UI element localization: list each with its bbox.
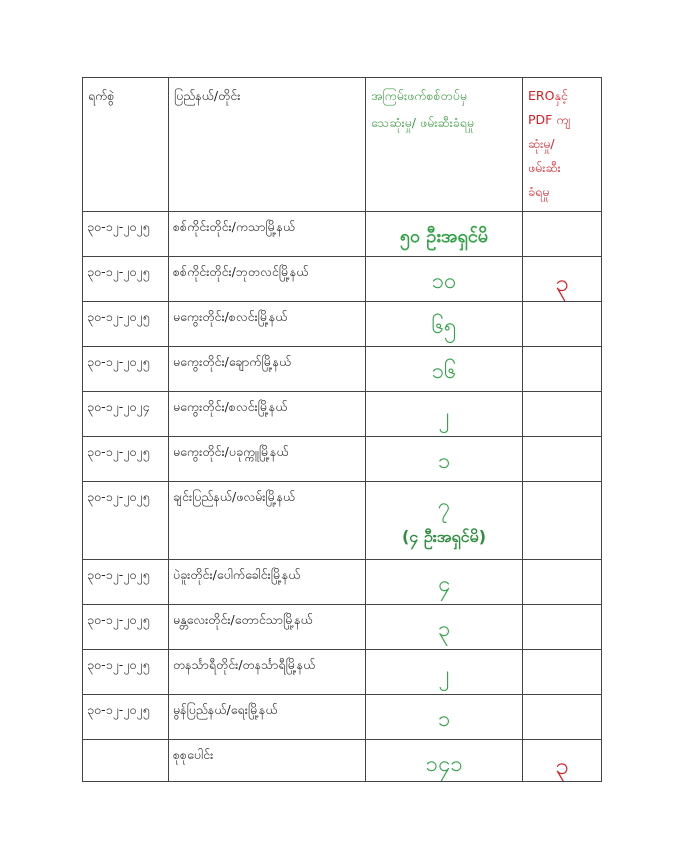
resistance-casualties-cell	[523, 347, 602, 392]
date-cell: ၃၀-၁၂-၂၀၂၅	[83, 560, 169, 605]
resistance-casualties-cell	[523, 302, 602, 347]
date-cell	[83, 740, 169, 782]
header-red-line: ဆုံးမှု/	[528, 136, 555, 151]
date-cell: ၃၀-၁၂-၂၀၂၅	[83, 437, 169, 482]
military-casualties-cell: ၁	[366, 695, 523, 740]
resistance-casualties-cell	[523, 482, 602, 560]
location-cell: မန္တလေးတိုင်း/တောင်သာမြို့နယ်	[169, 605, 366, 650]
total-resistance-casualties-cell	[523, 740, 602, 782]
table-row	[83, 257, 602, 302]
location-cell: မကွေးတိုင်း/စလင်းမြို့နယ်	[169, 302, 366, 347]
table-row	[83, 302, 602, 347]
location-cell: တနင်္သာရီတိုင်း/တနင်္သာရီမြို့နယ်	[169, 650, 366, 695]
header-date-cell	[83, 78, 169, 212]
total-label: စုစုပေါင်း	[173, 747, 214, 762]
header-location-cell	[169, 78, 366, 212]
location-cell: စစ်ကိုင်းတိုင်း/ကသာမြို့နယ်	[169, 212, 366, 257]
header-red-line: ခံရမှု	[528, 184, 550, 199]
header-row	[83, 78, 602, 212]
date-cell: ၃၀-၁၂-၂၀၂၅	[83, 695, 169, 740]
resistance-casualties-cell	[523, 695, 602, 740]
header-resistance-casualties-cell	[523, 78, 602, 212]
header-date: ရက်စွဲ	[88, 88, 115, 103]
table-row	[83, 482, 602, 560]
date-cell: ၃၀-၁၂-၂၀၂၅	[83, 605, 169, 650]
header-red-line: PDF ကျ	[528, 112, 571, 127]
military-casualties-cell: ၁၀	[366, 257, 523, 302]
location-cell: မွန်ပြည်နယ်/ရေးမြို့နယ်	[169, 695, 366, 740]
resistance-casualties-cell	[523, 650, 602, 695]
table-row	[83, 347, 602, 392]
alive-captured-note: (၄ ဦးအရှင်မိ)	[401, 527, 487, 546]
resistance-casualties-cell: ၃	[523, 257, 602, 302]
military-casualties-cell: ၅၀ ဦးအရှင်မိ	[366, 212, 523, 257]
military-casualties-cell: ၁၆	[366, 347, 523, 392]
report-table	[82, 77, 602, 782]
location-cell: မကွေးတိုင်း/စလင်းမြို့နယ်	[169, 392, 366, 437]
total-military-casualties: ၁၄၁	[425, 752, 463, 777]
header-location: ပြည်နယ်/တိုင်း	[174, 88, 241, 103]
military-casualties-cell: ၆၅	[366, 302, 523, 347]
table-row	[83, 695, 602, 740]
date-cell: ၃၀-၁၂-၂၀၂၄	[83, 392, 169, 437]
header-red-line: EROနှင့်	[528, 88, 568, 103]
header-military-casualties-cell	[366, 78, 523, 212]
table-row	[83, 437, 602, 482]
military-casualties-cell: ၄	[366, 560, 523, 605]
table-row	[83, 392, 602, 437]
resistance-casualties-cell	[523, 212, 602, 257]
table-row	[83, 212, 602, 257]
resistance-casualties-cell	[523, 605, 602, 650]
header-red-line: ဖမ်းဆီး	[528, 160, 561, 175]
location-cell: ချင်းပြည်နယ်/ဖလမ်းမြို့နယ်	[169, 482, 366, 560]
total-resistance-casualties: ၃	[555, 752, 569, 780]
header-green-line: အကြမ်းဖက်စစ်တပ်မှ	[371, 88, 467, 103]
date-cell: ၃၀-၁၂-၂၀၂၅	[83, 650, 169, 695]
military-casualties-cell: ၃	[366, 605, 523, 650]
total-military-casualties-cell	[366, 740, 523, 782]
header-military-casualties	[366, 78, 522, 136]
military-casualties-cell: ၁	[366, 437, 523, 482]
military-casualties-cell: ၂	[366, 650, 523, 695]
location-cell: မကွေးတိုင်း/ပခုက္ကူမြို့နယ်	[169, 437, 366, 482]
military-casualties-cell: ၇ (၄ ဦးအရှင်မိ)	[366, 482, 523, 560]
table-row	[83, 605, 602, 650]
table-row	[83, 650, 602, 695]
date-cell: ၃၀-၁၂-၂၀၂၅	[83, 212, 169, 257]
location-cell: မကွေးတိုင်း/ချောက်မြို့နယ်	[169, 347, 366, 392]
resistance-casualties-cell	[523, 560, 602, 605]
date-cell: ၃၀-၁၂-၂၀၂၅	[83, 257, 169, 302]
resistance-casualties-cell	[523, 437, 602, 482]
table-row	[83, 560, 602, 605]
resistance-casualties-cell	[523, 392, 602, 437]
header-resistance-casualties	[523, 78, 601, 204]
header-green-line: သေဆုံးမှု/ ဖမ်းဆီးခံရမှု	[371, 115, 475, 130]
total-row	[83, 740, 602, 782]
total-label-cell	[169, 740, 366, 782]
date-cell: ၃၀-၁၂-၂၀၂၅	[83, 302, 169, 347]
location-cell: ပဲခူးတိုင်း/ပေါက်ခေါင်းမြို့နယ်	[169, 560, 366, 605]
location-cell: စစ်ကိုင်းတိုင်း/ဘုတလင်မြို့နယ်	[169, 257, 366, 302]
date-cell: ၃၀-၁၂-၂၀၂၅	[83, 347, 169, 392]
date-cell: ၃၀-၁၂-၂၀၂၅	[83, 482, 169, 560]
military-casualties-cell: ၂	[366, 392, 523, 437]
